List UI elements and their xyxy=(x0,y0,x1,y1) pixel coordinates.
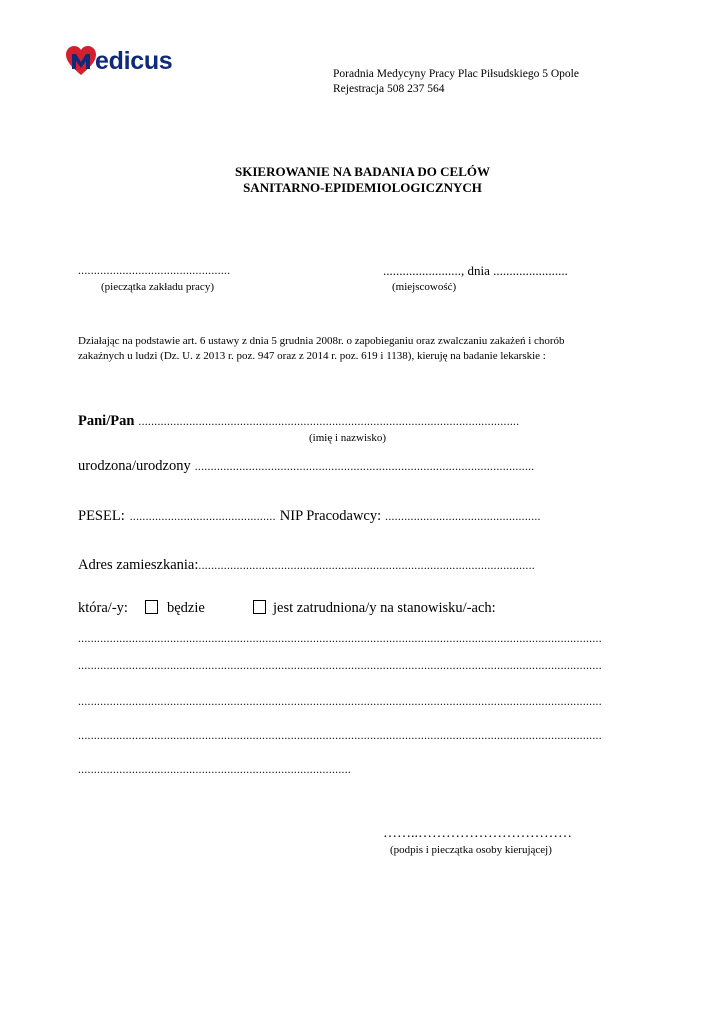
job-line: ...................................................................................... xyxy=(78,764,352,776)
name-dots: ........................................................................................................................ xyxy=(138,416,520,428)
document-title-line2: SANITARNO-EPIDEMIOLOGICZNYCH xyxy=(243,180,482,195)
stamp-caption: (pieczątka zakładu pracy) xyxy=(101,281,214,293)
place-date-dots: ........................, dnia ....................... xyxy=(383,263,568,278)
pesel-dots: .............................................. xyxy=(129,511,276,523)
will-checkbox[interactable] xyxy=(145,600,158,614)
medicus-logo xyxy=(64,42,172,80)
legal-text-line2: zakaźnych u ludzi (Dz. U. z 2013 r. poz. 947 oraz z 2014 r. poz. 619 i 1138), kieruję na badanie lekarskie : xyxy=(78,350,546,362)
pesel-label: PESEL: xyxy=(78,508,125,524)
place-caption: (miejscowość) xyxy=(392,281,457,293)
pesel-nip-row xyxy=(78,508,541,525)
employed-checkbox[interactable] xyxy=(253,600,266,614)
born-label: urodzona/urodzony xyxy=(78,458,191,474)
legal-text-line1: Działając na podstawie art. 6 ustawy z dnia 5 grudnia 2008r. o zapobieganiu oraz zwalczaniu zakażeń i chorób xyxy=(78,335,565,347)
nip-label: NIP Pracodawcy: xyxy=(279,508,382,524)
which-label: która/-y: xyxy=(78,600,128,616)
logo-text: edicus xyxy=(95,46,173,75)
name-caption: (imię i nazwisko) xyxy=(309,432,386,444)
document-title-line1: SKIEROWANIE NA BADANIA DO CELÓW xyxy=(235,164,490,179)
clinic-address: Poradnia Medycyny Pracy Plac Piłsudskiego 5 Opole xyxy=(333,68,579,80)
job-line: ..................................................................................................................................................................... xyxy=(78,633,602,645)
option-employed-label: jest zatrudniona/y na stanowisku/-ach: xyxy=(273,600,496,616)
born-row xyxy=(78,458,534,475)
address-dots: .......................................................................................................... xyxy=(198,560,535,572)
job-line: ..................................................................................................................................................................... xyxy=(78,696,602,708)
address-label: Adres zamieszkania: xyxy=(78,557,199,573)
name-row xyxy=(78,413,519,430)
job-line: ..................................................................................................................................................................... xyxy=(78,730,602,742)
clinic-phone: Rejestracja 508 237 564 xyxy=(333,83,445,95)
signature-dots: ……..…………………………… xyxy=(383,826,572,841)
nip-dots: ................................................. xyxy=(385,511,541,523)
job-line: ..................................................................................................................................................................... xyxy=(78,660,602,672)
address-row xyxy=(78,557,535,574)
heart-m-logo-icon xyxy=(64,44,98,78)
option-will-label: będzie xyxy=(167,600,205,616)
name-label: Pani/Pan xyxy=(78,413,135,429)
born-dots: ........................................................................................................... xyxy=(194,461,535,473)
stamp-dots: ................................................ xyxy=(78,265,231,277)
signature-caption: (podpis i pieczątka osoby kierującej) xyxy=(390,844,552,856)
